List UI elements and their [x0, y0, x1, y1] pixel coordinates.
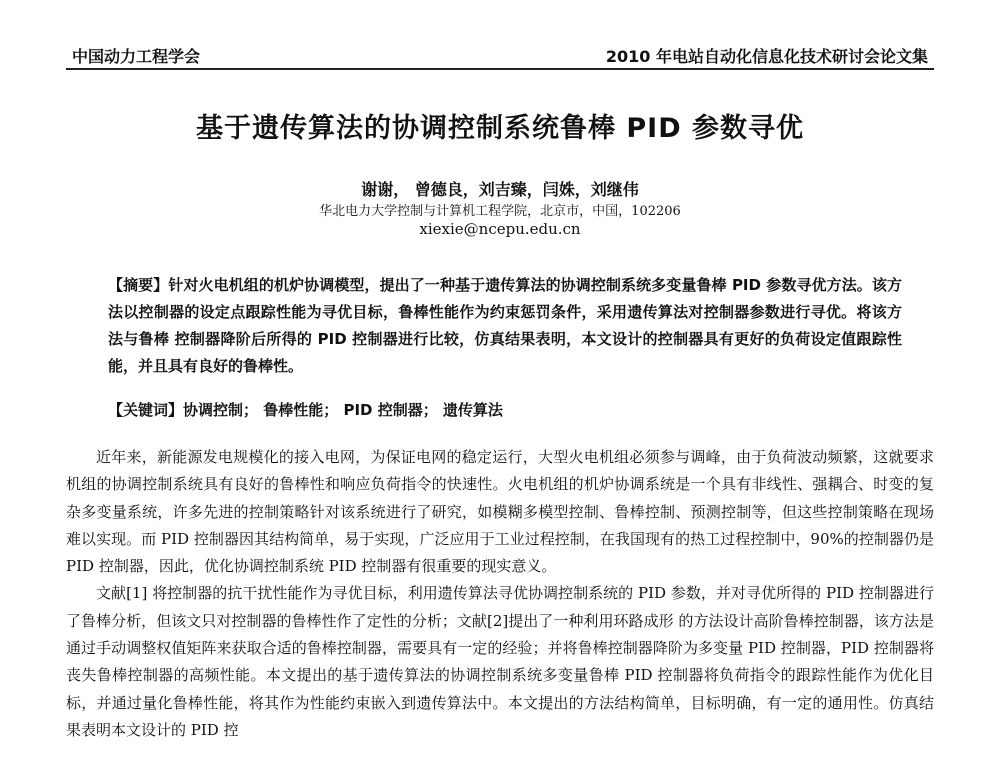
running-header [66, 44, 934, 70]
paper-title: 基于遗传算法的协调控制系统鲁棒 PID 参数寻优 [195, 113, 805, 144]
abstract-text: 针对火电机组的机炉协调模型，提出了一种基于遗传算法的协调控制系统多变量鲁棒 PID 参数寻优方法。该方法以控制器的设定点跟踪性能为寻优目标，鲁棒性能作为约束惩罚条件，采用遗传算法对控制器参数进行寻优。将该方法与鲁棒 控制器降阶后所得的 PID 控制器进行比较，仿真结果表明，本文设计的控制器具有更好的负荷设定值跟踪性能，并且具有良好的鲁棒性。 [108, 276, 902, 375]
keywords-label: 【关键词】 [108, 401, 184, 419]
body-paragraph: 文献[1] 将控制器的抗干扰性能作为寻优目标，利用遗传算法寻优协调控制系统的 PID 参数，并对寻优所得的 PID 控制器进行了鲁棒分析，但该文只对控制器的鲁棒性作了定性的分析；文献[2]提出了一种利用环路成形 的方法设计高阶鲁棒控制器，该方法是通过手动调整权值矩阵来获取合适的鲁棒控制器，需要具有一定的经验；并将鲁棒控制器降阶为多变量 PID 控制器，PID 控制器将丧失鲁棒控制器的高频性能。本文提出的基于遗传算法的协调控制系统多变量鲁棒 PID 控制器将负荷指令的跟踪性能作为优化目标，并通过量化鲁棒性能，将其作为性能约束嵌入到遗传算法中。本文提出的方法结构简单，目标明确，有一定的通用性。仿真结果表明本文设计的 PID 控 [66, 584, 934, 739]
body-text [66, 444, 934, 744]
keywords-text: 协调控制； 鲁棒性能； PID 控制器； 遗传算法 [183, 401, 503, 419]
keywords [108, 397, 902, 424]
author-email: xiexie@ncepu.edu.cn [419, 220, 581, 238]
header-society: 中国动力工程学会 [72, 47, 201, 66]
affiliation: 华北电力大学控制与计算机工程学院，北京市，中国，102206 [319, 204, 681, 219]
header-proceedings: 2010 年电站自动化信息化技术研讨会论文集 [605, 47, 928, 66]
abstract [108, 272, 902, 380]
author-list: 谢谢， 曾德良，刘吉臻，闫姝，刘继伟 [361, 180, 639, 199]
abstract-label: 【摘要】 [108, 276, 169, 294]
body-paragraph: 近年来，新能源发电规模化的接入电网，为保证电网的稳定运行，大型火电机组必须参与调峰，由于负荷波动频繁，这就要求机组的协调控制系统具有良好的鲁棒性和响应负荷指令的快速性。火电机组的机炉协调系统是一个具有非线性、强耦合、时变的复杂多变量系统，许多先进的控制策略针对该系统进行了研究，如模糊多模型控制、鲁棒控制、预测控制等，但这些控制策略在现场难以实现。而 PID 控制器因其结构简单，易于实现，广泛应用于工业过程控制，在我国现有的热工过程控制中，90%的控制器仍是 PID 控制器，因此，优化协调控制系统 PID 控制器有很重要的现实意义。 [66, 448, 934, 576]
